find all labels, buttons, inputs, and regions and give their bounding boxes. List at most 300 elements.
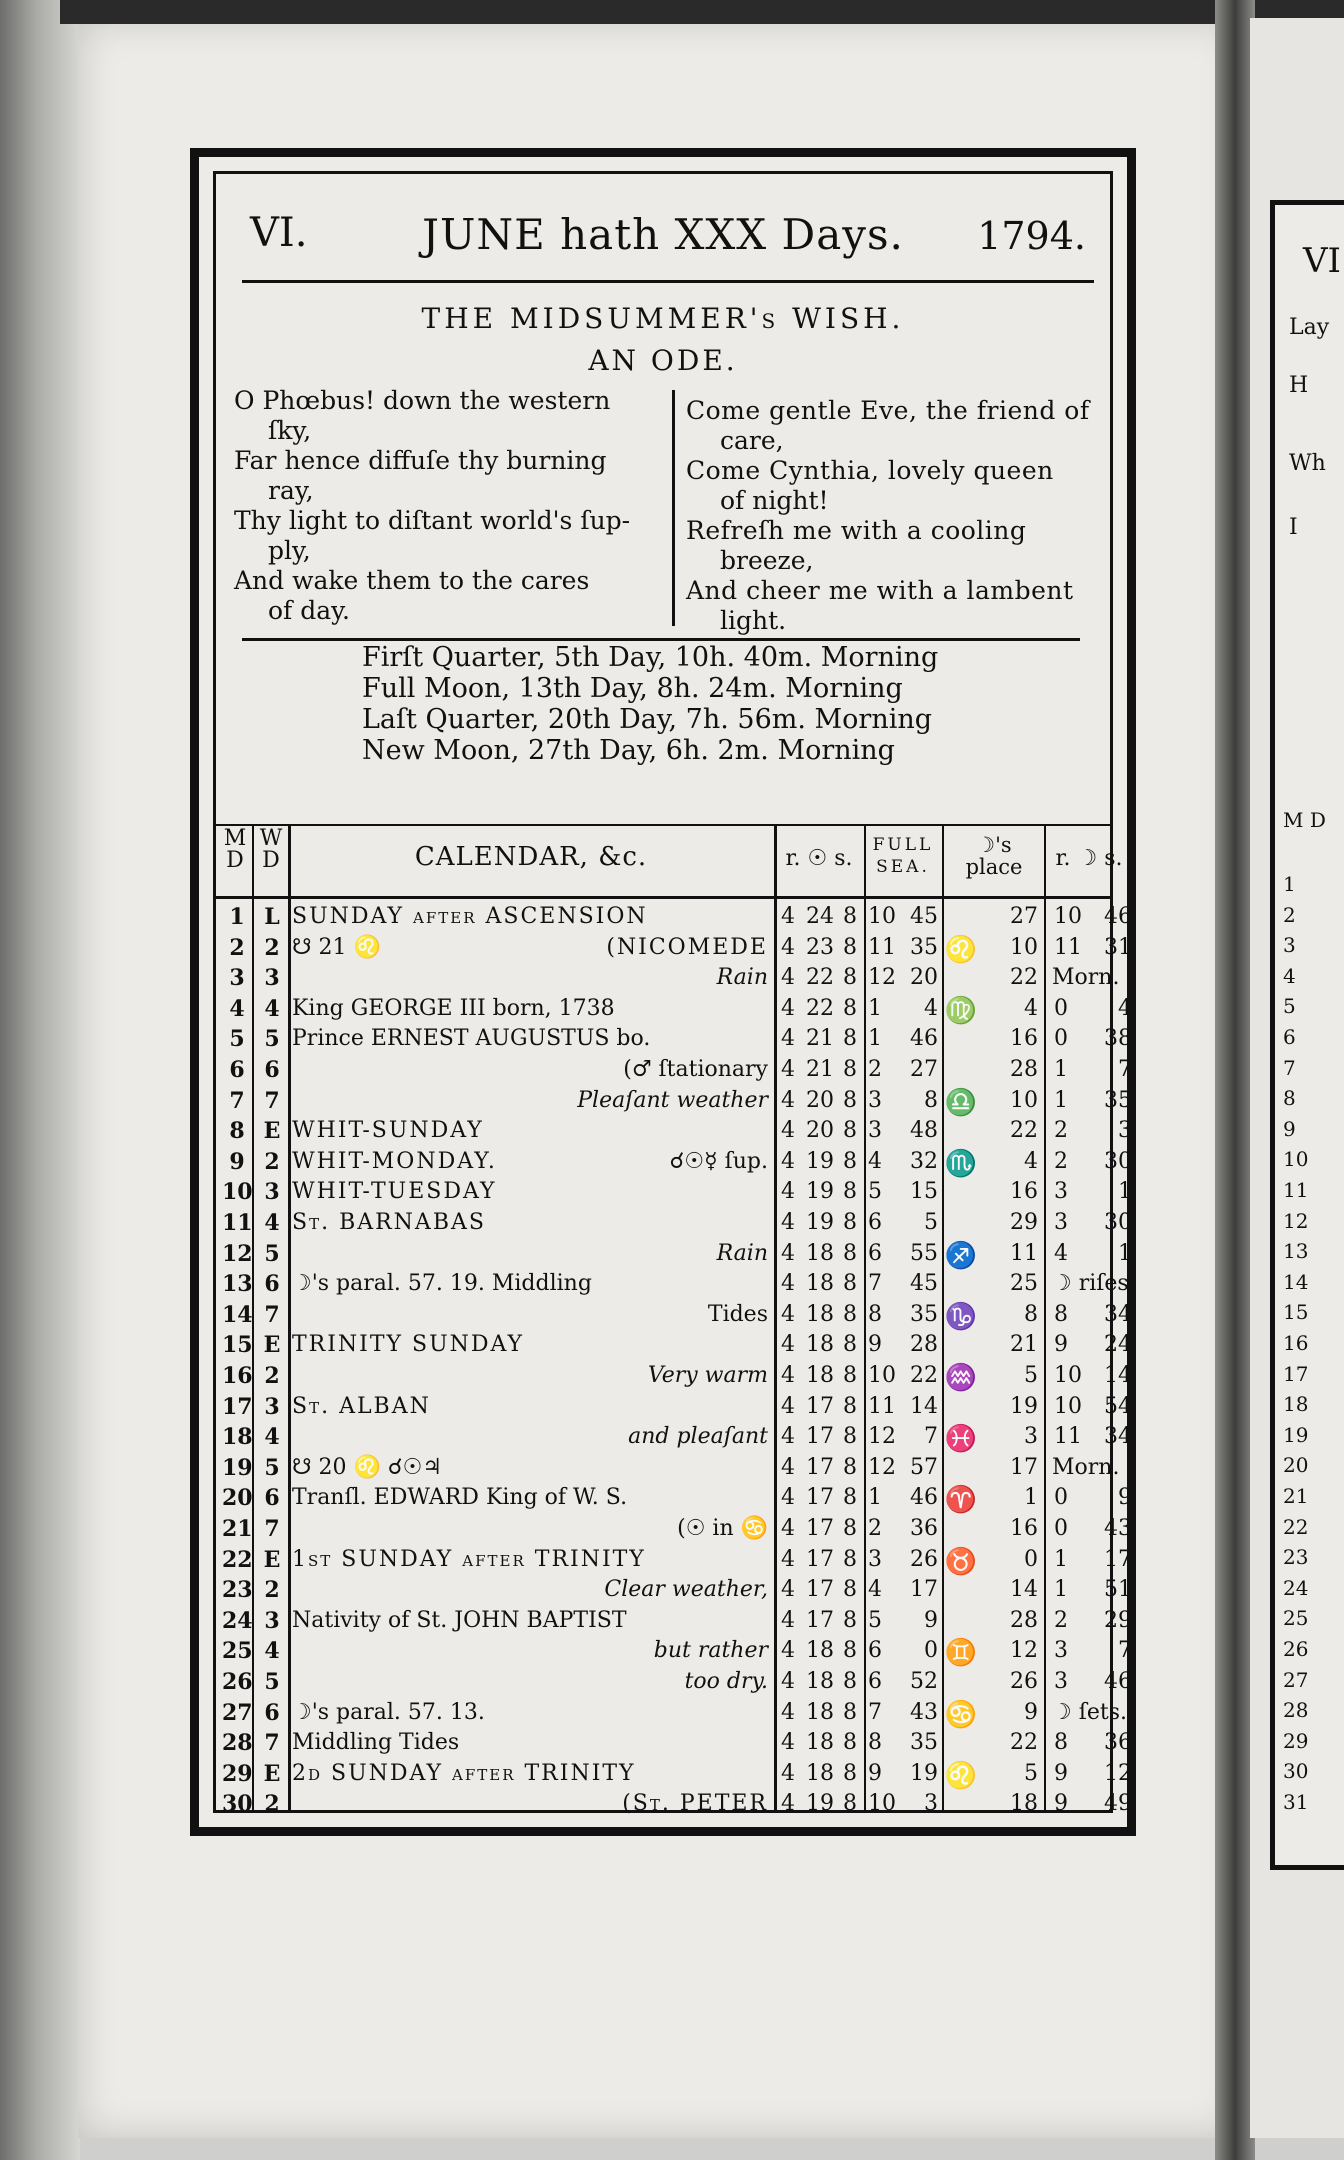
cell-week-day: 7: [264, 1516, 280, 1542]
cell-fullsea-m: 26: [910, 1546, 938, 1572]
cell-sun-rise-h: 4: [781, 904, 795, 929]
cell-month-day: 1: [229, 904, 245, 930]
cell-week-day: 3: [264, 965, 280, 992]
cell-moon-text: Morn.: [1052, 1454, 1120, 1480]
cell-sun-set-h: 8: [843, 1393, 857, 1419]
next-page-day: 28: [1283, 1698, 1309, 1723]
next-page-day: 21: [1283, 1484, 1309, 1508]
cell-sun-rise-m: 18: [806, 1301, 834, 1327]
cell-fullsea-m: 48: [910, 1118, 938, 1144]
cell-sun-rise-m: 19: [806, 1179, 834, 1205]
cell-moon-h: 3: [1054, 1210, 1068, 1235]
cell-fullsea-m: 20: [910, 965, 938, 991]
cell-event-right: Very warm: [647, 1363, 768, 1388]
cell-moon-m: 4: [1118, 995, 1132, 1021]
next-page-day: 16: [1283, 1331, 1309, 1355]
cell-event-right: Tides: [707, 1301, 768, 1327]
cell-moon-text: ☽ ſets.: [1052, 1699, 1128, 1725]
cell-fullsea-m: 15: [910, 1179, 938, 1205]
next-page-day: 10: [1283, 1147, 1309, 1172]
cell-fullsea-h: 7: [868, 1271, 882, 1297]
cell-sun-rise-m: 22: [806, 995, 834, 1021]
cell-sun-rise-m: 17: [806, 1577, 834, 1603]
cell-week-day: 3: [264, 1607, 280, 1634]
cell-fullsea-m: 8: [924, 1087, 938, 1113]
cell-moon-place-deg: 4: [1024, 995, 1038, 1021]
cell-moon-h: 11: [1054, 934, 1082, 960]
table-row: [216, 1575, 1132, 1606]
cell-sun-set-h: 8: [843, 1669, 857, 1694]
cell-fullsea-h: 3: [868, 1087, 882, 1113]
cell-month-day: 16: [222, 1363, 253, 1389]
next-page-day: 7: [1283, 1055, 1296, 1080]
month-number: VI.: [250, 210, 308, 256]
cell-event: ☽'s paral. 57. 13.: [292, 1699, 485, 1725]
cell-moon-m: 34: [1104, 1424, 1132, 1450]
cell-fullsea-h: 1: [868, 1485, 882, 1511]
next-page-day: 30: [1283, 1759, 1309, 1784]
cell-sun-rise-m: 17: [806, 1424, 834, 1450]
table-row: [216, 1514, 1132, 1545]
cell-fullsea-h: 2: [868, 1057, 882, 1082]
cell-week-day: 4: [264, 1638, 280, 1665]
table-row: [216, 1024, 1132, 1055]
cell-moon-sign: ♑: [944, 1301, 978, 1332]
cell-month-day: 24: [222, 1607, 253, 1634]
next-page-day: 24: [1283, 1575, 1309, 1600]
cell-sun-rise-h: 4: [781, 1791, 795, 1817]
cell-month-day: 26: [222, 1669, 253, 1695]
cell-event: King GEORGE III born, 1738: [292, 995, 615, 1021]
col-header-moon: r. ☽ s.: [1055, 846, 1123, 871]
cell-moon-h: 10: [1054, 1363, 1082, 1388]
cell-week-day: 7: [264, 1730, 280, 1757]
table-row: [216, 963, 1120, 994]
cell-sun-rise-h: 4: [781, 1332, 795, 1358]
cell-moon-place-deg: 26: [1010, 1669, 1038, 1694]
table-row: [216, 1269, 1129, 1300]
cell-sun-rise-m: 19: [806, 1791, 834, 1817]
cell-moon-h: 10: [1054, 904, 1082, 929]
cell-moon-h: 8: [1054, 1730, 1068, 1756]
cell-sun-set-h: 8: [843, 1271, 857, 1297]
cell-moon-h: 3: [1054, 1179, 1068, 1205]
cell-sun-set-h: 8: [843, 1699, 857, 1725]
cell-sun-rise-h: 4: [781, 1485, 795, 1511]
cell-event-right: too dry.: [684, 1669, 768, 1694]
cell-sun-rise-h: 4: [781, 1424, 795, 1450]
table-row: [216, 1392, 1132, 1423]
cell-moon-m: 46: [1104, 1669, 1132, 1694]
cell-moon-h: 3: [1054, 1638, 1068, 1664]
cell-sun-set-h: 8: [843, 1485, 857, 1511]
table-row: [216, 1330, 1132, 1361]
cell-moon-place-deg: 19: [1010, 1393, 1038, 1419]
poem-left-column: [234, 386, 630, 626]
cell-sun-rise-h: 4: [781, 1638, 795, 1664]
cell-sun-rise-h: 4: [781, 934, 795, 960]
cell-fullsea-m: 22: [910, 1363, 938, 1388]
cell-sun-rise-h: 4: [781, 1210, 795, 1235]
cell-sun-set-h: 8: [843, 995, 857, 1021]
cell-moon-m: 7: [1118, 1638, 1132, 1664]
cell-sun-rise-m: 18: [806, 1271, 834, 1297]
cell-moon-h: 1: [1054, 1057, 1068, 1082]
cell-moon-h: 4: [1054, 1240, 1068, 1266]
cell-month-day: 13: [222, 1271, 253, 1298]
cell-month-day: 17: [222, 1393, 253, 1420]
cell-sun-rise-m: 17: [806, 1454, 834, 1480]
next-page-text: Lay: [1289, 315, 1330, 340]
cell-week-day: 2: [264, 1577, 280, 1604]
cell-event-right: Clear weather,: [604, 1577, 768, 1603]
cell-week-day: 2: [264, 1363, 280, 1389]
cell-event: WHIT-TUESDAY: [292, 1179, 497, 1205]
poem-title: THE MIDSUMMER's WISH.: [421, 302, 905, 335]
cell-event-right: (♂ ſtationary: [623, 1057, 768, 1082]
cell-sun-set-h: 8: [843, 1301, 857, 1327]
next-page-day: 5: [1283, 994, 1296, 1019]
moon-phase-line: Firſt Quarter, 5th Day, 10h. 40m. Morning: [362, 642, 939, 673]
cell-fullsea-h: 11: [868, 1393, 896, 1419]
table-row: [216, 1606, 1132, 1637]
cell-week-day: 4: [264, 995, 280, 1022]
cell-event: ☽'s paral. 57. 19. Middling: [292, 1271, 592, 1297]
cell-moon-m: 1: [1118, 1179, 1132, 1205]
cell-sun-rise-h: 4: [781, 995, 795, 1021]
next-page-day: 27: [1283, 1667, 1309, 1692]
cell-sun-rise-h: 4: [781, 1393, 795, 1419]
cell-sun-rise-h: 4: [781, 1087, 795, 1113]
table-row: [216, 1055, 1132, 1086]
month-header: [216, 210, 1110, 270]
cell-fullsea-m: 35: [910, 1730, 938, 1756]
cell-sun-rise-h: 4: [781, 1179, 795, 1205]
cell-fullsea-m: 3: [924, 1791, 938, 1817]
cell-fullsea-m: 55: [910, 1240, 938, 1266]
cell-moon-h: 9: [1054, 1332, 1068, 1358]
cell-sun-rise-m: 17: [806, 1546, 834, 1572]
cell-sun-set-h: 8: [843, 1148, 857, 1174]
table-row: [216, 1483, 1132, 1516]
next-page-day: 9: [1283, 1116, 1296, 1141]
cell-moon-sign: ♋: [944, 1699, 978, 1730]
poem-right-line: light.: [720, 606, 787, 635]
cell-moon-m: 7: [1118, 1057, 1132, 1082]
poem-left-line: of day.: [268, 596, 350, 625]
table-row: [216, 1177, 1132, 1208]
header-rule: [242, 280, 1094, 283]
cell-sun-rise-h: 4: [781, 1148, 795, 1174]
cell-month-day: 8: [229, 1118, 245, 1145]
cell-week-day: L: [264, 904, 280, 930]
cell-event-right: Rain: [716, 1240, 768, 1266]
cell-fullsea-h: 10: [868, 904, 896, 929]
col-header-wd: W D: [259, 826, 283, 873]
cell-month-day: 30: [222, 1791, 253, 1818]
cell-sun-rise-m: 17: [806, 1485, 834, 1511]
moon-phase-line: Full Moon, 13th Day, 8h. 24m. Morning: [362, 673, 903, 704]
cell-moon-h: 8: [1054, 1301, 1068, 1327]
cell-moon-place-deg: 22: [1010, 1730, 1038, 1756]
cell-moon-place-deg: 18: [1010, 1791, 1038, 1817]
cell-fullsea-m: 35: [910, 1301, 938, 1327]
cell-sun-set-h: 8: [843, 1454, 857, 1480]
cell-sun-rise-h: 4: [781, 965, 795, 991]
cell-moon-sign: ♊: [944, 1638, 978, 1669]
table-row: [216, 1789, 1132, 1820]
cell-sun-set-h: 8: [843, 1546, 857, 1572]
cell-fullsea-m: 45: [910, 1271, 938, 1297]
cell-moon-h: 2: [1054, 1118, 1068, 1144]
cell-sun-rise-h: 4: [781, 1271, 795, 1297]
cell-week-day: 3: [264, 1393, 280, 1420]
cell-event: SUNDAY after ASCENSION: [292, 904, 648, 929]
cell-sun-rise-h: 4: [781, 1730, 795, 1756]
next-page-day: 22: [1283, 1514, 1309, 1539]
next-page-title: VI: [1303, 241, 1341, 281]
next-page-day: 3: [1283, 933, 1296, 958]
cell-fullsea-m: 46: [910, 1026, 938, 1052]
cell-moon-place-deg: 9: [1024, 1699, 1038, 1725]
cell-sun-rise-m: 23: [806, 934, 834, 960]
poem-left-line: ſky,: [268, 416, 312, 445]
cell-sun-set-h: 8: [843, 1730, 857, 1756]
poem-right-line: of night!: [720, 486, 829, 515]
cell-month-day: 14: [222, 1301, 253, 1328]
cell-fullsea-h: 12: [868, 1424, 896, 1450]
cell-sun-set-h: 8: [843, 965, 857, 991]
cell-fullsea-m: 36: [910, 1516, 938, 1541]
table-header-rule: [216, 896, 1110, 899]
cell-week-day: 6: [264, 1271, 280, 1298]
cell-sun-rise-m: 20: [806, 1087, 834, 1113]
cell-moon-sign: ♌: [944, 1760, 978, 1791]
cell-moon-m: 24: [1104, 1332, 1132, 1358]
next-page-day: 13: [1283, 1239, 1309, 1264]
cell-moon-sign: ♌: [944, 934, 978, 965]
cell-fullsea-h: 8: [868, 1730, 882, 1756]
cell-fullsea-m: 57: [910, 1454, 938, 1480]
cell-month-day: 19: [222, 1454, 253, 1481]
cell-sun-set-h: 8: [843, 1424, 857, 1450]
cell-moon-m: 46: [1104, 904, 1132, 929]
cell-sun-rise-h: 4: [781, 1057, 795, 1082]
cell-sun-set-h: 8: [843, 904, 857, 929]
next-page-day: 6: [1283, 1025, 1296, 1049]
cell-week-day: E: [263, 1760, 281, 1787]
cell-sun-rise-h: 4: [781, 1699, 795, 1725]
cell-month-day: 6: [229, 1057, 245, 1083]
next-page-md-header: M D: [1283, 808, 1326, 832]
cell-sun-rise-h: 4: [781, 1363, 795, 1388]
cell-moon-m: 1: [1118, 1240, 1132, 1266]
cell-sun-rise-m: 18: [806, 1363, 834, 1388]
cell-event: 1ſt SUNDAY after TRINITY: [292, 1546, 646, 1572]
cell-month-day: 10: [222, 1179, 253, 1206]
cell-sun-rise-m: 18: [806, 1699, 834, 1725]
cell-moon-h: 0: [1054, 1026, 1068, 1052]
col-header-calendar: CALENDAR, &c.: [414, 842, 648, 872]
cell-event: Tranſl. EDWARD King of W. S.: [292, 1485, 628, 1511]
next-page-day: 19: [1283, 1422, 1309, 1447]
cell-month-day: 28: [222, 1730, 253, 1757]
col-header-place: ☽'s place: [965, 833, 1023, 879]
cell-moon-h: 1: [1054, 1546, 1068, 1572]
cell-moon-place-deg: 5: [1024, 1363, 1038, 1388]
cell-sun-set-h: 8: [843, 1363, 857, 1388]
cell-week-day: 5: [264, 1240, 280, 1267]
cell-sun-rise-m: 24: [806, 904, 834, 929]
cell-event: WHIT-MONDAY.: [292, 1148, 497, 1174]
cell-fullsea-m: 5: [924, 1210, 938, 1235]
cell-fullsea-h: 12: [868, 1454, 896, 1480]
cell-sun-set-h: 8: [843, 1791, 857, 1817]
cell-moon-place-deg: 10: [1010, 934, 1038, 960]
year: 1794.: [977, 214, 1086, 258]
cell-moon-text: ☽ riſes: [1052, 1271, 1129, 1297]
table-row: [216, 1759, 1132, 1791]
next-page-day: 12: [1283, 1208, 1309, 1233]
cell-fullsea-m: 32: [910, 1148, 938, 1174]
cell-week-day: E: [263, 1118, 281, 1145]
cell-moon-place-deg: 0: [1024, 1546, 1038, 1572]
cell-moon-h: 1: [1054, 1087, 1068, 1113]
cell-month-day: 18: [222, 1424, 253, 1451]
moon-phase-line: Laſt Quarter, 20th Day, 7h. 56m. Morning: [362, 704, 933, 735]
table-row: [216, 1208, 1132, 1239]
next-page-day: 15: [1283, 1300, 1309, 1325]
cell-event: WHIT-SUNDAY: [292, 1118, 484, 1144]
cell-event: St. BARNABAS: [292, 1210, 486, 1235]
cell-event-right: but rather: [653, 1638, 768, 1664]
cell-sun-rise-m: 17: [806, 1607, 834, 1633]
poem-left-line: Thy light to diſtant world's ſup-: [234, 506, 631, 535]
cell-sun-set-h: 8: [843, 1240, 857, 1266]
cell-week-day: 2: [264, 934, 280, 961]
cell-moon-h: 1: [1054, 1577, 1068, 1603]
col-header-md: M D: [223, 826, 247, 873]
cell-sun-rise-m: 18: [806, 1638, 834, 1664]
cell-moon-m: 3: [1118, 1118, 1132, 1144]
cell-sun-rise-h: 4: [781, 1669, 795, 1694]
col-header-sun: r. ☉ s.: [785, 846, 853, 871]
cell-week-day: 4: [264, 1210, 280, 1236]
cell-month-day: 11: [222, 1210, 253, 1236]
cell-moon-m: 29: [1104, 1607, 1132, 1633]
cell-moon-sign: ♍: [944, 995, 978, 1026]
cell-fullsea-h: 1: [868, 1026, 882, 1052]
calendar-table: [216, 824, 1132, 1818]
cell-fullsea-h: 3: [868, 1118, 882, 1144]
cell-sun-set-h: 8: [843, 1179, 857, 1205]
cell-fullsea-m: 4: [924, 995, 938, 1021]
cell-moon-sign: ♓: [944, 1424, 978, 1455]
next-page-day: 26: [1283, 1637, 1309, 1661]
cell-sun-rise-h: 4: [781, 1240, 795, 1266]
cell-fullsea-m: 9: [924, 1607, 938, 1633]
almanac-inner-frame: [213, 171, 1132, 1818]
table-row: [216, 1116, 1132, 1147]
cell-moon-place-deg: 17: [1010, 1454, 1038, 1480]
cell-moon-m: 12: [1104, 1760, 1132, 1786]
table-row: [216, 1086, 1132, 1118]
poem-right-column: [686, 396, 1090, 636]
next-page-day: 25: [1283, 1606, 1309, 1631]
cell-sun-set-h: 8: [843, 1638, 857, 1664]
next-page-day: 11: [1283, 1178, 1309, 1202]
cell-month-day: 12: [222, 1240, 253, 1267]
cell-month-day: 3: [229, 965, 245, 992]
cell-event: ☋ 21 ♌: [292, 934, 381, 960]
cell-moon-text: Morn.: [1052, 965, 1120, 991]
cell-sun-rise-m: 21: [806, 1057, 834, 1082]
cell-moon-h: 2: [1054, 1607, 1068, 1633]
cell-event-right: Rain: [716, 965, 768, 991]
cell-event: St. ALBAN: [292, 1393, 431, 1419]
cell-moon-m: 35: [1104, 1087, 1132, 1113]
cell-event-right: ☌☉☿ ſup.: [669, 1148, 768, 1174]
cell-sun-set-h: 8: [843, 1332, 857, 1358]
cell-sun-set-h: 8: [843, 1118, 857, 1144]
cell-moon-sign: ♐: [944, 1240, 978, 1271]
cell-sun-set-h: 8: [843, 1057, 857, 1082]
cell-fullsea-h: 10: [868, 1791, 896, 1817]
cell-fullsea-m: 46: [910, 1485, 938, 1511]
cell-fullsea-m: 19: [910, 1760, 938, 1786]
cell-moon-sign: ♎: [944, 1087, 978, 1118]
cell-sun-rise-m: 18: [806, 1760, 834, 1786]
cell-month-day: 9: [229, 1148, 245, 1175]
cell-fullsea-h: 7: [868, 1699, 882, 1725]
cell-fullsea-h: 9: [868, 1332, 882, 1358]
table-top-rule: [216, 824, 1110, 826]
table-row: [216, 1422, 1132, 1455]
poem-left-line: And wake them to the cares: [234, 566, 590, 595]
cell-event-right: (☉ in ♋: [677, 1516, 768, 1541]
cell-moon-place-deg: 12: [1010, 1638, 1038, 1664]
cell-fullsea-m: 45: [910, 904, 938, 929]
cell-sun-rise-h: 4: [781, 1577, 795, 1603]
cell-week-day: E: [263, 1546, 281, 1573]
cell-moon-h: 2: [1054, 1148, 1068, 1174]
next-page-day: 20: [1283, 1453, 1309, 1478]
cell-moon-m: 9: [1118, 1485, 1132, 1511]
cell-sun-rise-m: 19: [806, 1148, 834, 1174]
cell-fullsea-h: 12: [868, 965, 896, 991]
next-page-day: 1: [1283, 872, 1296, 896]
cell-event: Prince ERNEST AUGUSTUS bo.: [292, 1026, 651, 1052]
cell-month-day: 20: [222, 1485, 253, 1512]
cell-event-right: and pleaſant: [628, 1424, 768, 1450]
cell-moon-sign: ♉: [944, 1546, 978, 1577]
cell-month-day: 7: [229, 1087, 245, 1114]
next-page-day: 31: [1283, 1790, 1309, 1814]
cell-moon-place-deg: 16: [1010, 1179, 1038, 1205]
scan-edge: [0, 0, 80, 2160]
cell-month-day: 29: [222, 1760, 253, 1787]
poem-right-line: Come gentle Eve, the friend of: [686, 396, 1090, 425]
cell-moon-m: 30: [1104, 1210, 1132, 1235]
table-row: [216, 1698, 1128, 1730]
cell-week-day: 3: [264, 1179, 280, 1206]
table-row: [216, 1361, 1132, 1393]
moon-phases: [362, 642, 938, 766]
cell-moon-place-deg: 29: [1010, 1210, 1038, 1235]
cell-sun-rise-m: 20: [806, 1118, 834, 1144]
cell-moon-place-deg: 22: [1010, 965, 1038, 991]
next-page-day: 18: [1283, 1392, 1309, 1417]
